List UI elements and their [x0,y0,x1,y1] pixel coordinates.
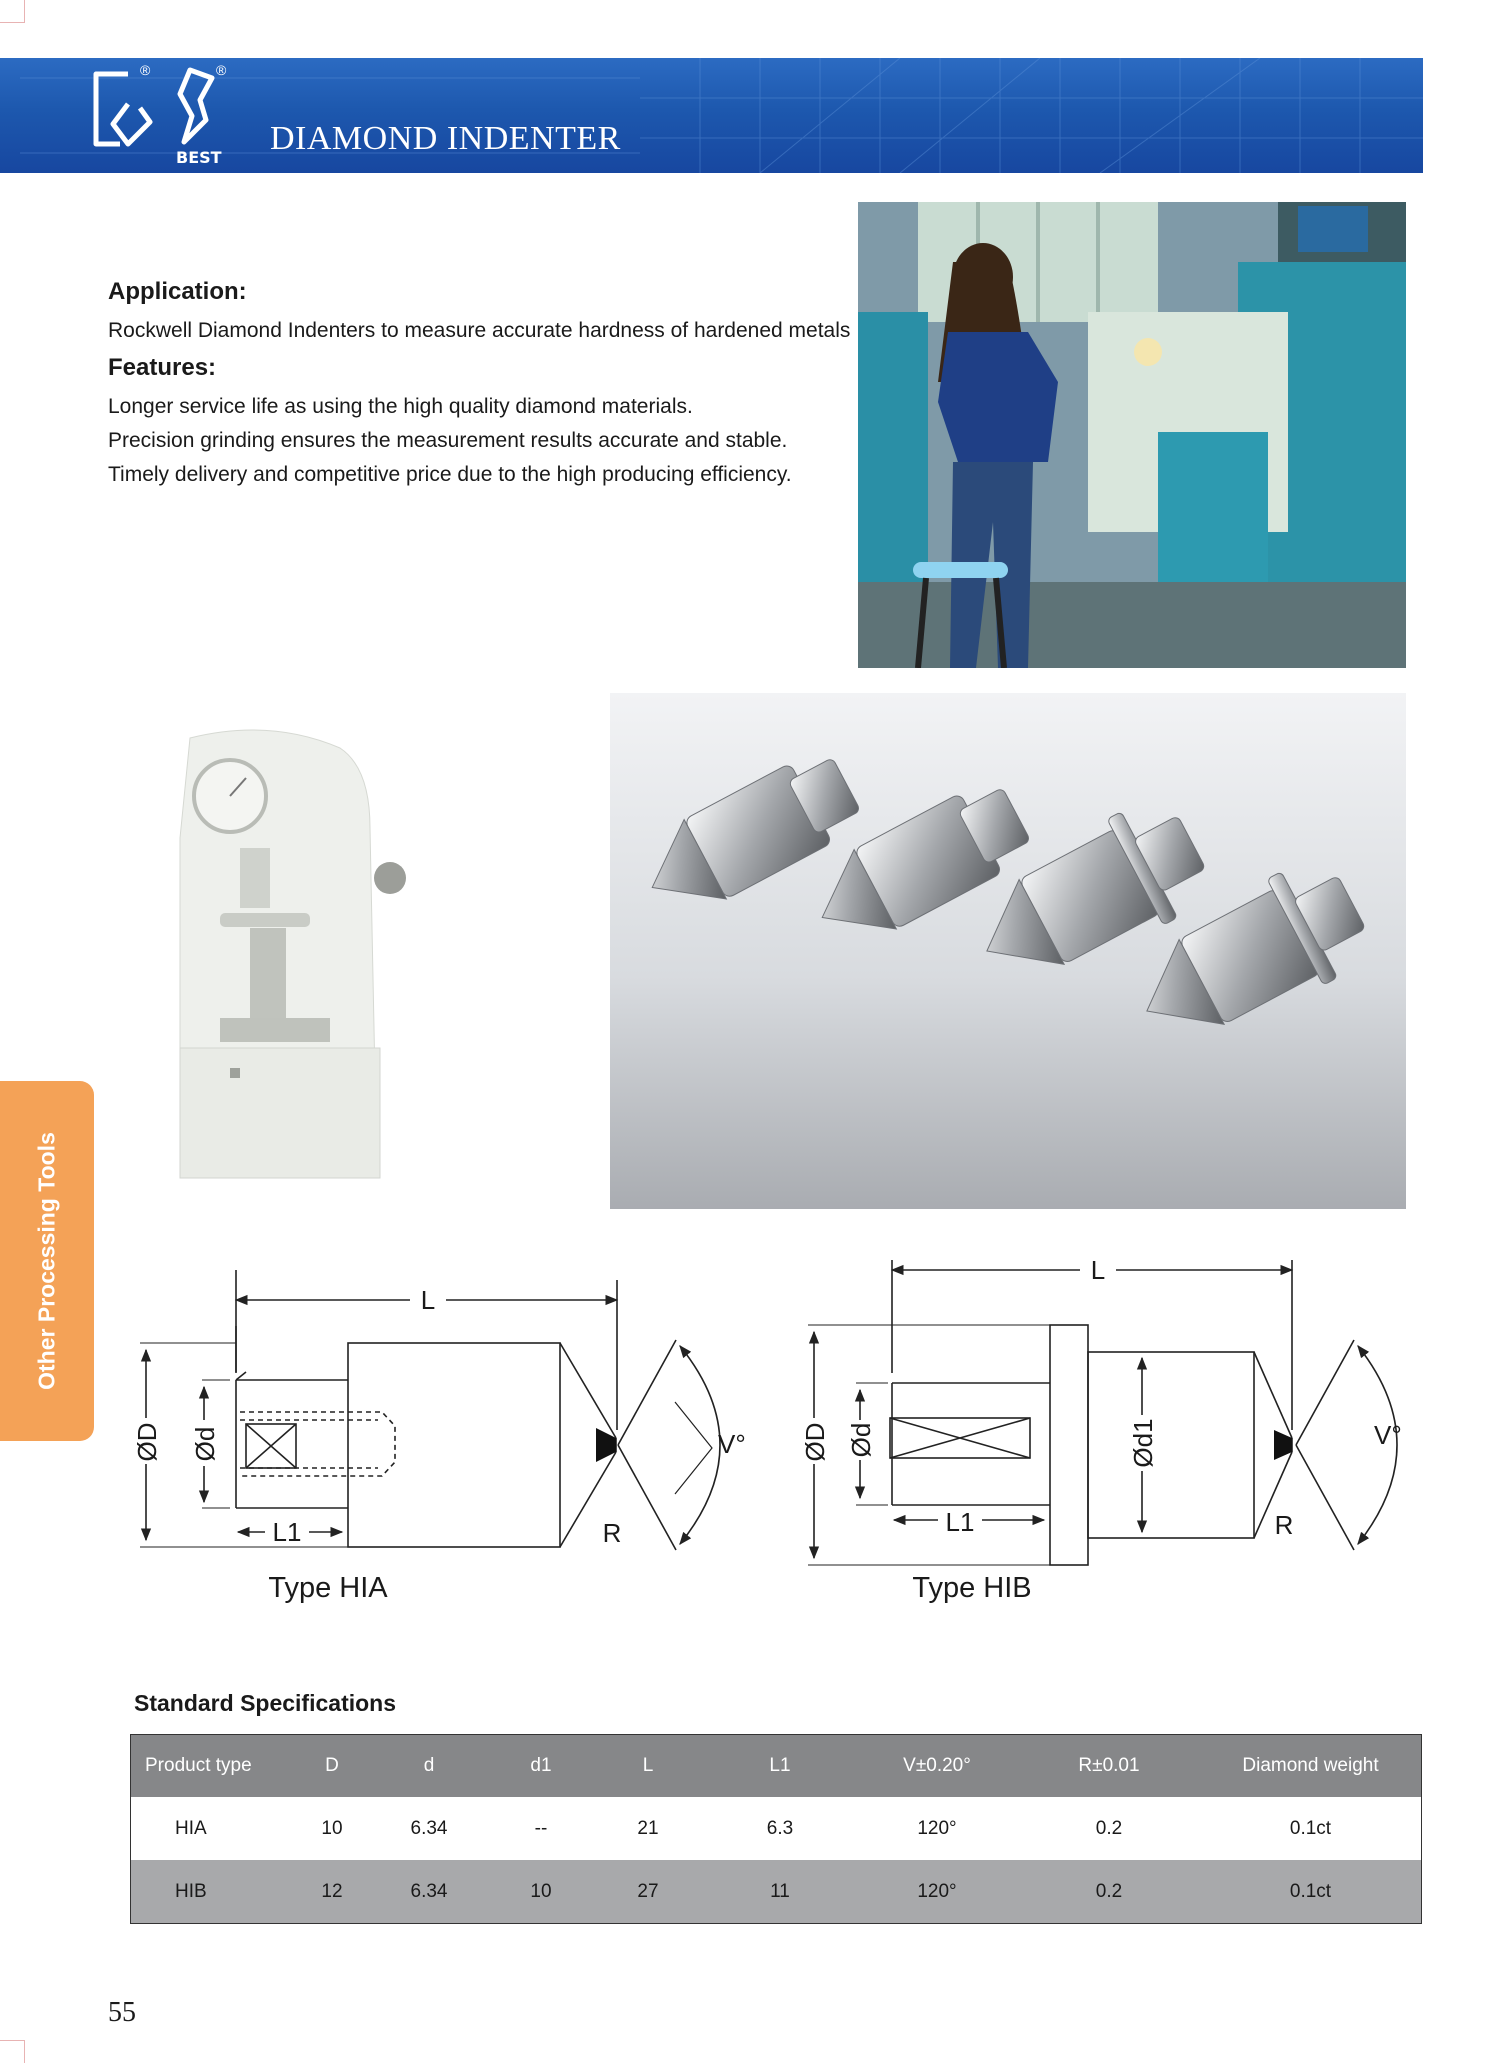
column-header: V±0.20° [856,1735,1018,1798]
table-cell: 10 [490,1860,592,1924]
hardness-tester-photo [150,718,450,1188]
factory-worker-photo [858,202,1406,668]
hia-R-label: R [602,1518,622,1548]
registered-mark: ® [216,62,227,78]
table-cell: 120° [917,1817,957,1839]
column-header: d [368,1735,490,1798]
table-cell: 6.34 [410,1817,448,1839]
hib-R-label: R [1274,1510,1294,1540]
hib-d-label: Ød [846,1422,876,1458]
hib-V-label: V° [1374,1420,1402,1450]
column-header: d1 [490,1735,592,1798]
hib-d1-label: Ød1 [1128,1418,1158,1468]
column-header: D [296,1735,368,1798]
table-cell: -- [534,1817,548,1839]
crop-mark [0,2040,25,2063]
table-cell: 0.1ct [1289,1817,1332,1839]
header-banner [0,58,1423,173]
column-header: Product type [131,1735,297,1798]
table-row [131,1860,1422,1924]
page-number: 55 [108,1997,136,2028]
table-cell: 21 [637,1817,659,1839]
column-header: R±0.01 [1018,1735,1200,1798]
hib-D-label: ØD [800,1422,830,1462]
table-cell: 6.3 [766,1817,794,1839]
table-cell: 0.2 [1095,1817,1123,1839]
dimension-drawings [120,1250,1420,1620]
hia-D-label: ØD [132,1422,162,1462]
type-hia-caption: Type HIA [268,1572,388,1604]
hib-L1-label: L1 [945,1507,975,1537]
table-header-row [131,1735,1422,1798]
column-header: Diamond weight [1200,1735,1422,1798]
table-cell: 0.2 [1018,1860,1200,1924]
hia-d-label: Ød [190,1426,220,1462]
hia-L1-label: L1 [272,1517,302,1547]
specifications-table [130,1734,1422,1924]
table-cell: 10 [321,1817,343,1839]
page-title: DIAMOND INDENTER [270,120,621,157]
table-cell: HIA [175,1817,207,1839]
application-text: Rockwell Diamond Indenters to measure accurate hardness of hardened metals [108,319,851,342]
feature-item: Precision grinding ensures the measurement results accurate and stable. [108,429,788,452]
table-cell: 0.1ct [1200,1860,1422,1924]
table-cell: HIB [131,1860,297,1924]
crop-mark [0,0,25,23]
hib-L-label: L [1090,1255,1106,1285]
feature-item: Timely delivery and competitive price due to the high producing efficiency. [108,463,792,486]
table-cell: 27 [592,1860,704,1924]
type-hib-caption: Type HIB [912,1572,1032,1604]
specifications-title: Standard Specifications [134,1690,397,1716]
column-header: L1 [704,1735,856,1798]
registered-mark: ® [140,62,151,78]
description-block [108,278,853,492]
section-side-tab [0,1081,94,1441]
column-header: L [592,1735,704,1798]
hia-L-label: L [420,1285,436,1315]
section-side-tab-label: Other Processing Tools [33,1132,60,1390]
features-heading: Features: [108,354,217,381]
hia-V-label: V° [718,1429,746,1459]
table-cell: 11 [704,1860,856,1924]
table-cell: 6.34 [368,1860,490,1924]
table-cell: 120° [856,1860,1018,1924]
brand-name: BEST [176,148,222,167]
diamond-indenters-photo [610,693,1406,1209]
table-cell: 12 [296,1860,368,1924]
application-heading: Application: [108,278,247,305]
table-row [131,1797,1422,1860]
feature-item: Longer service life as using the high quality diamond materials. [108,395,693,418]
